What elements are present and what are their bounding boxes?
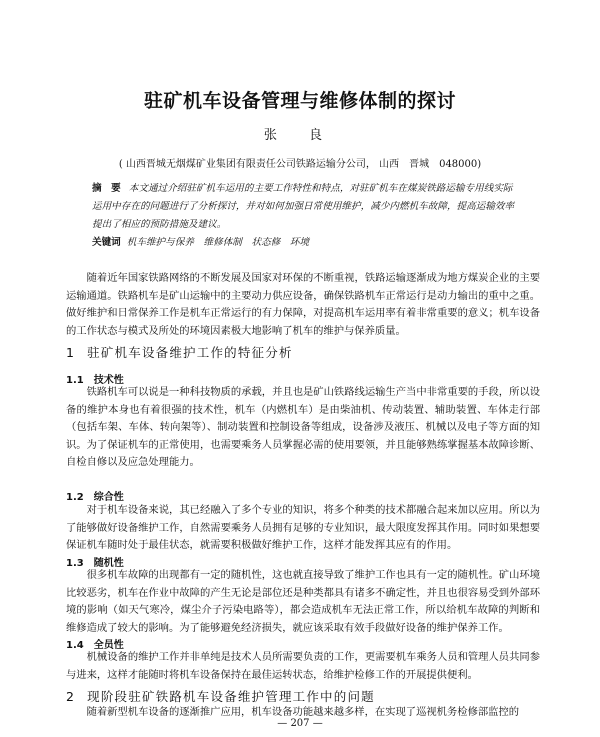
page-number: — 207 — — [277, 718, 323, 729]
subsection-title: 综合性 — [93, 492, 124, 503]
paper-title: 驻矿机车设备管理与维修体制的探讨 — [143, 90, 456, 112]
section-number: 2 — [66, 689, 76, 704]
author-affiliation: ( 山西晋城无烟煤矿业集团有限责任公司铁路运输分公司， 山西 晋城 048000) — [118, 159, 482, 170]
section-2-heading — [66, 687, 540, 705]
section-1-heading — [66, 343, 540, 361]
keywords-block — [92, 234, 516, 252]
section-title: 现阶段驻矿铁路机车设备维护管理工作中的问题 — [87, 689, 375, 704]
subsection-number: 1.2 — [66, 492, 84, 503]
keywords-label: 关键词 — [92, 237, 121, 248]
section-2-paragraph: 随着新型机车设备的逐渐推广应用，机车设备功能越来越多样，在实现了巡视机务检修部监控的 — [86, 706, 520, 718]
section-number: 1 — [66, 345, 76, 360]
subsection-1-1-paragraph: 铁路机车可以说是一种科技物质的承载，并且也是矿山铁路线运输生产当中非常重要的手段，所以设备的维护本身也有着很强的技术性，机车（内燃机车）是由柴油机、传动装置、辅助装置、车体走行部（包括车架、车体、转向架等）、制动装置和控制设备等组成，设备涉及液压、机械以及电子等方面的知识。为了保证机车的正常使用，也需要乘务人员掌握必需的使用要领，并且能够熟练掌握基本故障诊断、自检自修以及应急处理能力。 — [66, 386, 540, 468]
subsection-1-2-heading — [66, 488, 540, 503]
abstract-block — [92, 180, 516, 234]
subsection-1-3-paragraph: 很多机车故障的出现都有一定的随机性，这也就直接导致了维护工作也具有一定的随机性。矿山环境比较恶劣，机车在作业中故障的产生无论是部位还是种类都具有诸多不确定性，并且也很容易受到外部环境的影响（如天气寒冷，煤尘介子污染电路等），都会造成机车无法正常工作，所以给机车故障的判断和维修造成了较大的影响。为了能够避免经济损失，就应该采取有效手段做好设备的维护保养工作。 — [66, 569, 540, 634]
section-title: 驻矿机车设备维护工作的特征分析 — [87, 345, 293, 360]
keywords-text: 机车维护与保养 维修体制 状态修 环境 — [126, 237, 310, 248]
subsection-number: 1.3 — [66, 558, 84, 569]
abstract-text: 本文通过介绍驻矿机车运用的主要工作特性和特点，对驻矿机车在煤炭铁路运输专用线实际运用中存在的问题进行了分析探讨，并对如何加强日常使用维护，减少内燃机车故障，提高运输效率提出了相应的预防措施及建议。 — [92, 183, 515, 230]
subsection-1-2-paragraph: 对于机车设备来说，其已经融入了多个专业的知识，将多个种类的技术都融合起来加以应用。所以为了能够做好设备维护工作，自然需要乘务人员拥有足够的专业知识，最大限度发挥其作用。同时如果想要保证机车随时处于最佳状态，就需要积极做好维护工作，这样才能发挥其应有的作用。 — [66, 504, 540, 551]
subsection-title: 随机性 — [93, 558, 124, 569]
subsection-number: 1.4 — [66, 640, 84, 651]
intro-paragraph: 随着近年国家铁路网络的不断发展及国家对环保的不断重视，铁路运输逐渐成为地方煤炭企业的主要运输通道。铁路机车是矿山运输中的主要动力供应设备，确保铁路机车正常运行是动力输出的重中之重。做好维护和日常保养工作是机车正常运行的有力保障，对提高机车运用率有着非常重要的意义；机车设备的工作状态与模式及所处的环境因素极大地影响了机车的维护与保养质量。 — [66, 272, 540, 337]
subsection-number: 1.1 — [66, 375, 84, 386]
subsection-title: 全员性 — [93, 640, 124, 651]
subsection-1-4-paragraph: 机械设备的维护工作并非单纯是技术人员所需要负责的工作，更需要机车乘务人员和管理人员共同参与进来，这样才能随时将机车设备保持在最佳运转状态，给维护检修工作的开展提供便利。 — [66, 651, 540, 681]
subsection-title: 技术性 — [93, 375, 124, 386]
author-name: 张 良 — [263, 128, 337, 143]
abstract-label: 摘 要 — [92, 183, 121, 194]
